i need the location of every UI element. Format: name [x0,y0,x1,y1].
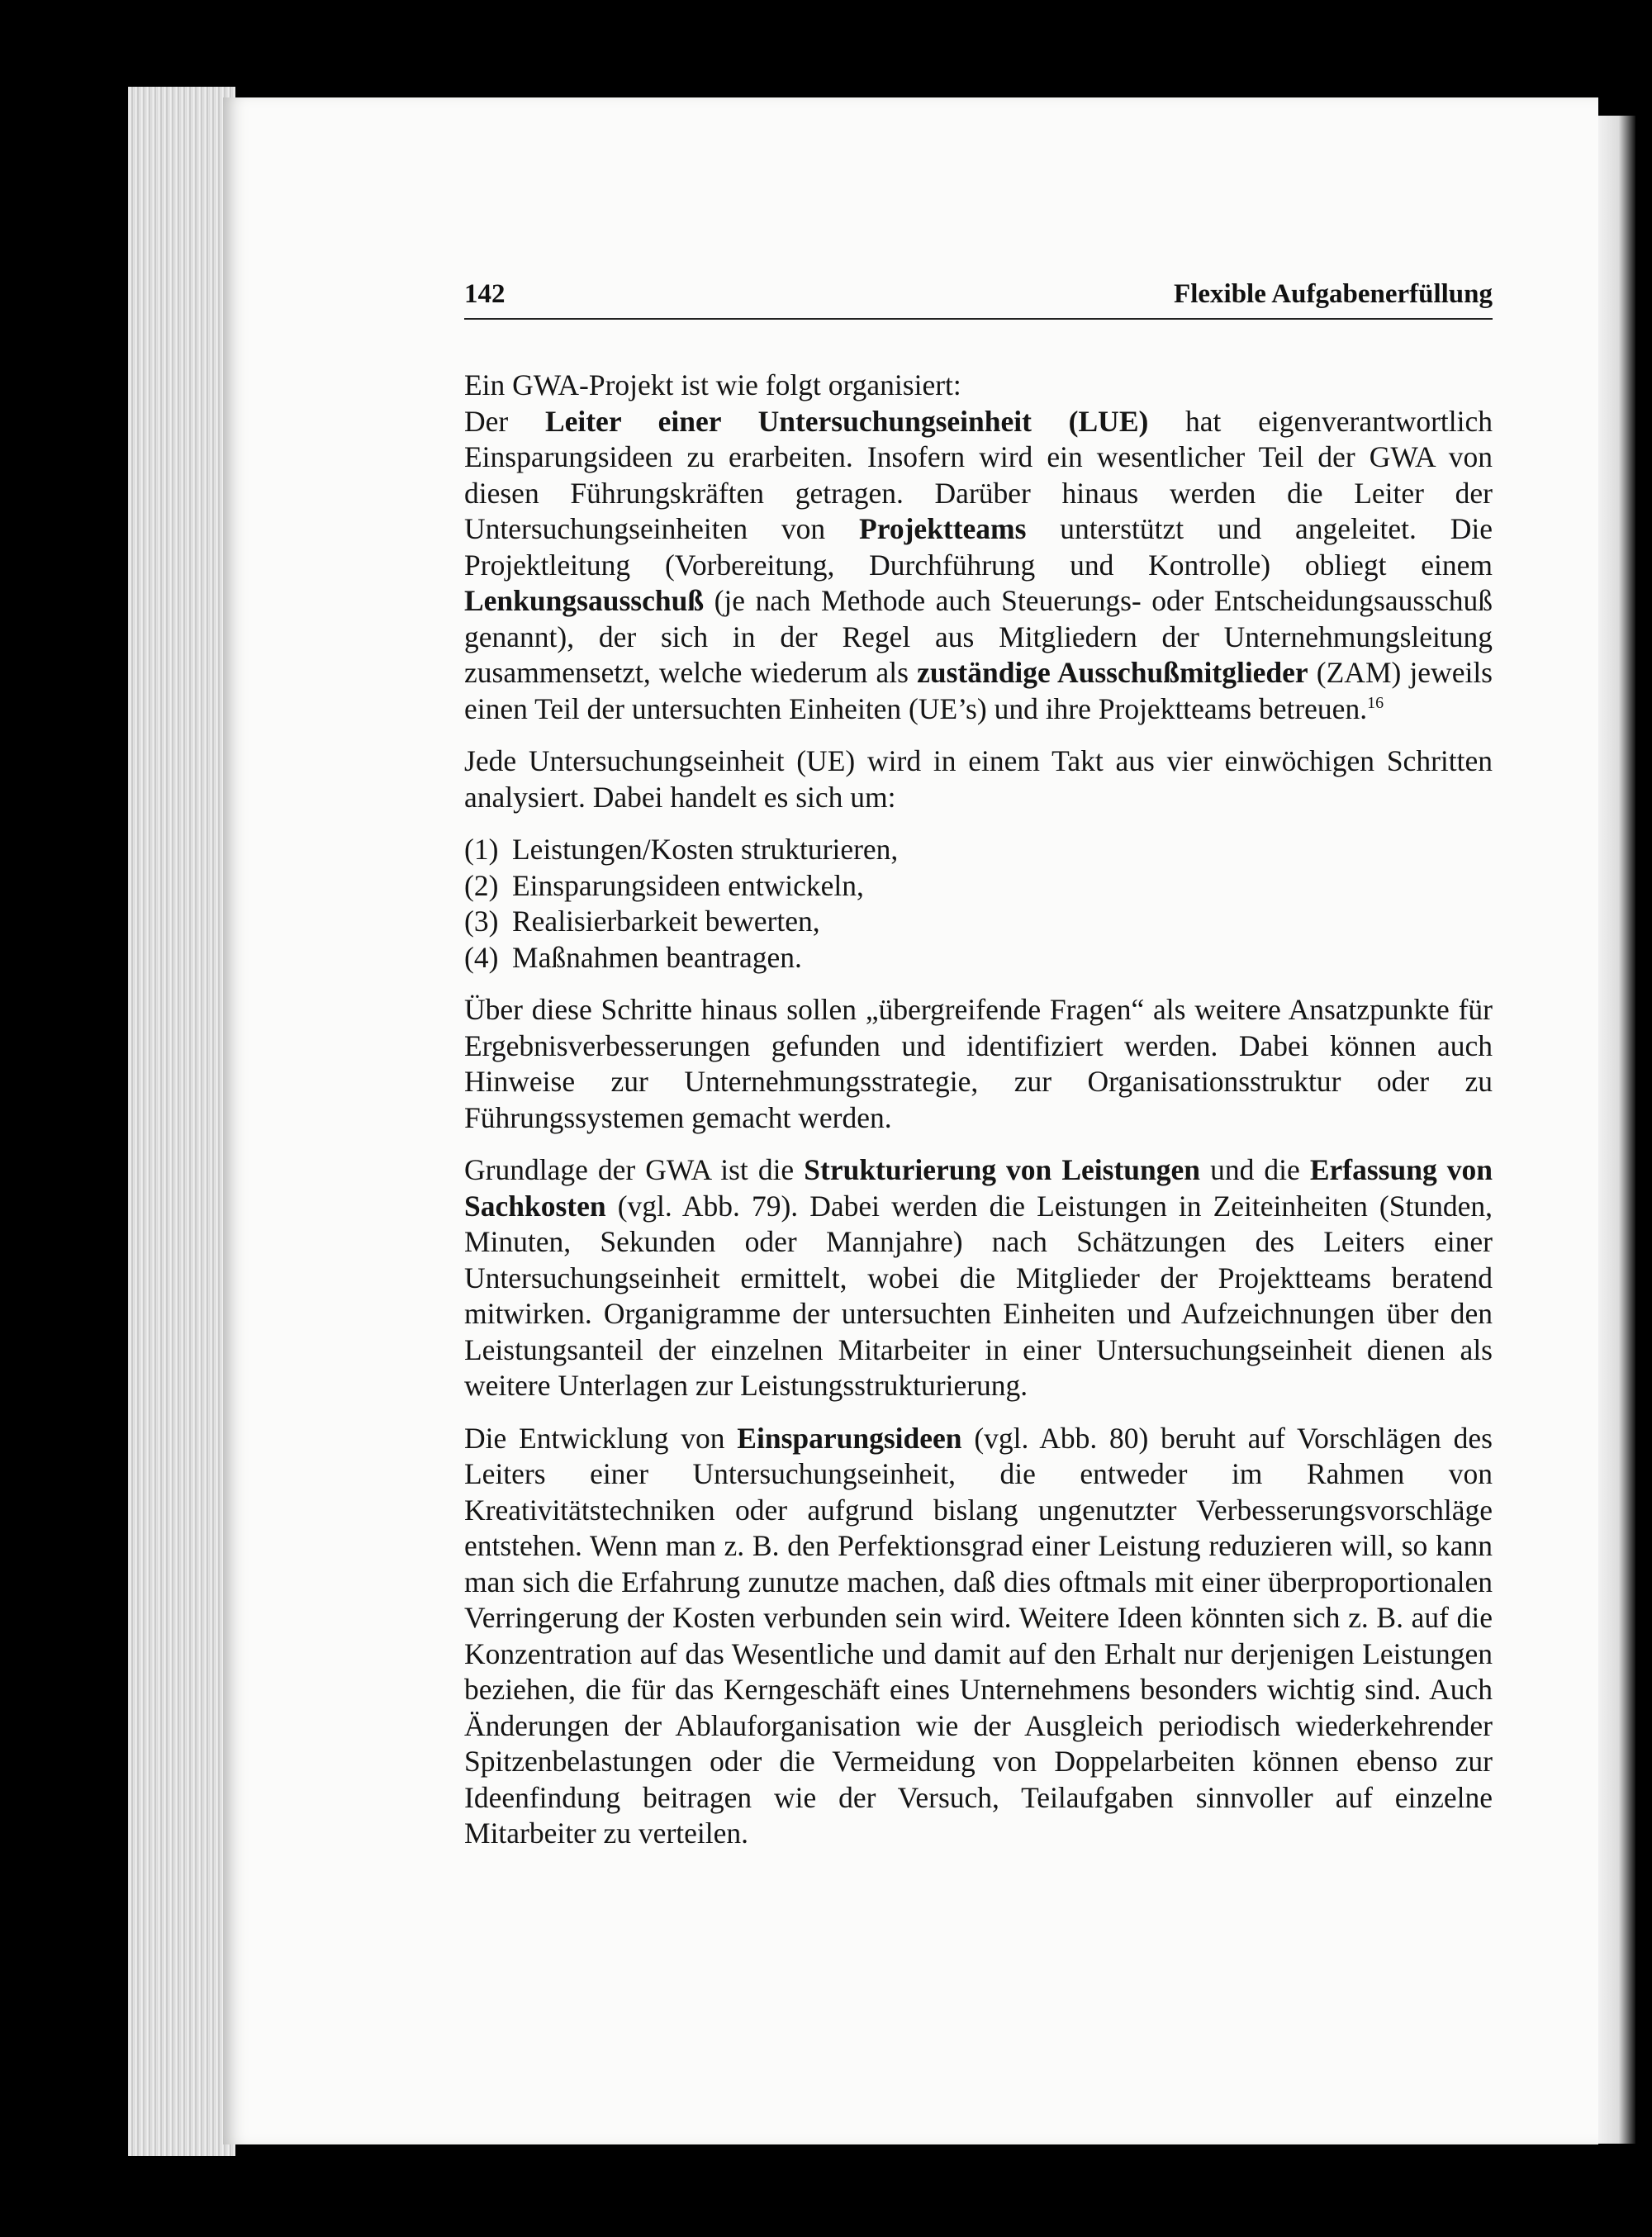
page-number: 142 [464,279,506,309]
term-projektteams: Projektteams [859,512,1027,545]
footnote-ref: 16 [1367,693,1384,712]
header-rule [464,318,1493,320]
body-text [464,368,1493,1869]
book-page-edges [128,87,235,2156]
term-zam: zuständige Ausschußmitglieder [917,656,1308,689]
book-gutter-edge [1598,116,1635,2144]
paragraph-intro: Ein GWA-Projekt ist wie folgt organisiert: [464,368,961,401]
steps-list [464,832,1493,976]
list-item: (2) Einsparungsideen entwickeln, [464,868,864,902]
paragraph-questions: Über diese Schritte hinaus sollen „übergreifende Fragen“ als weitere Ansatzpunkte für Ergebnisverbesserungen gefunden und identifiziert werden. Dabei können auch Hinweise zur Unternehmungsstrategie, zur Organisationsstruktur oder zu Führungssystemen gemacht werden. [464,993,1493,1134]
running-head [464,279,1493,310]
list-item: (3) Realisierbarkeit bewerten, [464,905,820,938]
paragraph-organization: Der Leiter einer Untersuchungseinheit (LUE) hat eigenverantwortlich Einsparungsideen zu erarbeiten. Insofern wird ein wesentlicher Teil der GWA von diesen Führungskräften getragen. Darüber hinaus werden die Leiter der Untersuchungseinheiten von Projektteams unterstützt und angeleitet. Die Projektleitung (Vorbereitung, Durchführung und Kontrolle) obliegt einem Lenkungsausschuß (je nach Methode auch Steuerungs- oder Entscheidungsausschuß genannt), der sich in der Regel aus Mitgliedern der Unternehmungsleitung zusammensetzt, welche wiederum als zuständige Ausschußmitglieder (ZAM) jeweils einen Teil der untersuchten Einheiten (UE’s) und ihre Projektteams betreuen.$^{16}$ [464,404,1493,725]
list-item: (1) Leistungen/Kosten strukturieren, [464,833,899,866]
list-item: (4) Maßnahmen beantragen. [464,940,802,974]
paragraph-structuring: Grundlage der GWA ist die Strukturierung von Leistungen und die Erfassung von Sachkosten (vgl. Abb. 79). Dabei werden die Leistungen in Zeiteinheiten (Stunden, Minuten, Sekunden oder Mannjahre) nach Schätzungen des Leiters einer Untersuchungseinheit ermittelt, wobei die Mitglieder der Projektteams beratend mitwirken. Organigramme der untersuchten Einheiten und Aufzeichnungen über den Leistungsanteil der einzelnen Mitarbeiter in einer Untersuchungseinheit dienen als weitere Unterlagen zur Leistungsstrukturierung. [464,1153,1493,1402]
term-einsparungsideen: Einsparungsideen [737,1421,962,1455]
paragraph-savings-ideas: Die Entwicklung von Einsparungsideen (vgl. Abb. 80) beruht auf Vorschlägen des Leiters einer Untersuchungseinheit, die entweder im Rahmen von Kreativitätstechniken oder aufgrund bislang ungenutzter Verbesserungsvorschläge entstehen. Wenn man z. B. den Perfektionsgrad einer Leistung reduzieren will, so kann man sich die Erfahrung zunutze machen, daß dies oftmals mit einer überproportionalen Verringerung der Kosten verbunden sein wird. Weitere Ideen könnten sich z. B. auf die Konzentration auf das Wesentliche und damit auf den Erhalt nur derjenigen Leistungen beziehen, die für das Kerngeschäft eines Unternehmens besonders wichtig sind. Auch Änderungen der Ablauforganisation wie der Ausgleich periodisch wiederkehrender Spitzenbelastungen oder die Vermeidung von Doppelarbeiten können ebenso zur Ideenfindung beitragen wie der Versuch, Teilaufgaben sinnvoller auf einzelne Mitarbeiter zu verteilen. [464,1421,1493,1850]
term-lue: Leiter einer Untersuchungseinheit (LUE) [544,404,1149,438]
paragraph-steps-intro: Jede Untersuchungseinheit (UE) wird in einem Takt aus vier einwöchigen Schritten analysiert. Dabei handelt es sich um: [464,744,1493,814]
chapter-title: Flexible Aufgabenerfüllung [1174,279,1493,309]
term-strukturierung: Strukturierung von Leistungen [804,1153,1201,1186]
term-sachkosten: Erfassung von Sachkosten [464,1153,1493,1223]
term-lenkungsausschuss: Lenkungsausschuß [464,584,705,617]
